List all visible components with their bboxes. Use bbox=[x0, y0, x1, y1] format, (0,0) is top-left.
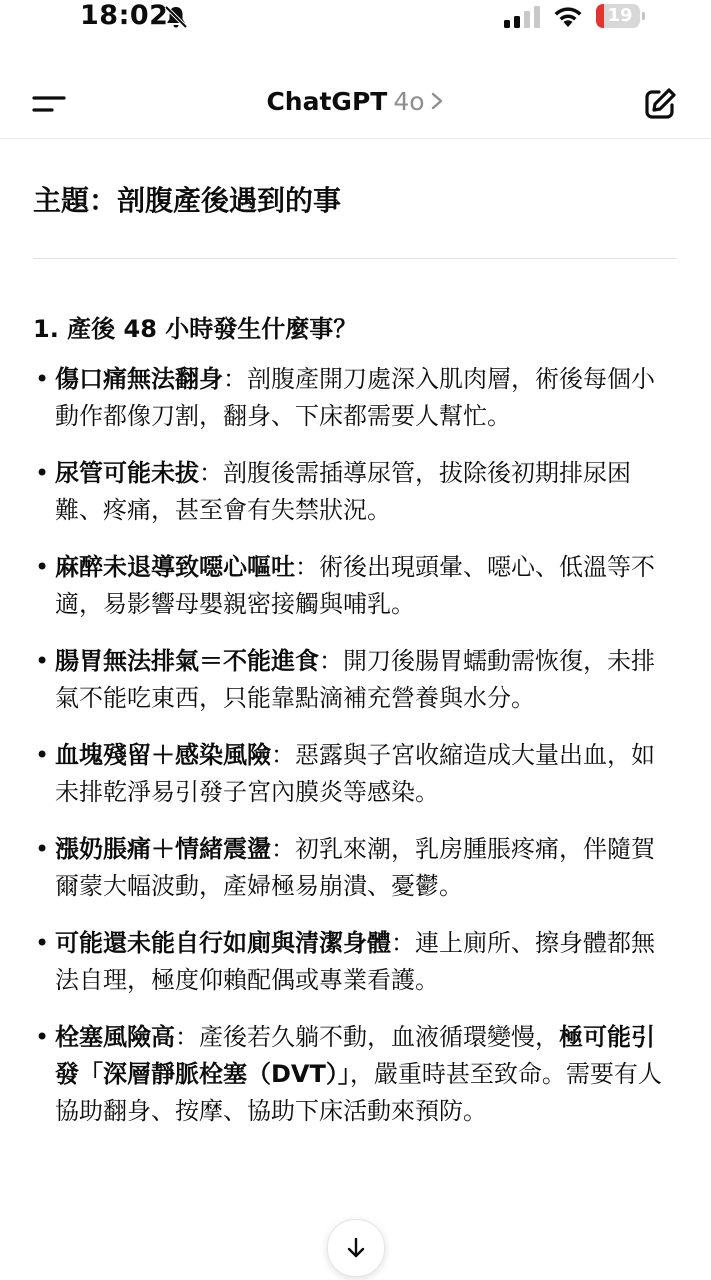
item-term: 麻醉未退導致噁心嘔吐 bbox=[55, 553, 295, 581]
item-text: ：初乳來潮，乳房腫脹疼痛，伴隨賀爾蒙大幅波動，產婦極易崩潰、憂鬱。 bbox=[55, 835, 655, 900]
list-item bbox=[33, 455, 678, 529]
nav-title: ChatGPT bbox=[266, 87, 388, 116]
battery-level: 19 bbox=[607, 5, 633, 26]
list-item bbox=[33, 361, 678, 435]
signal-icon bbox=[504, 6, 542, 28]
list-item bbox=[33, 643, 678, 717]
nav-model: 4o bbox=[393, 87, 425, 116]
message-heading: 主題：剖腹產後遇到的事 bbox=[33, 184, 342, 217]
item-text: ：產後若久躺不動，血液循環變慢， bbox=[175, 1023, 559, 1051]
item-text: ：開刀後腸胃蠕動需恢復，未排氣不能吃東西，只能靠點滴補充營養與水分。 bbox=[55, 647, 655, 712]
item-term: 尿管可能未拔 bbox=[55, 459, 199, 487]
battery-tip bbox=[642, 12, 645, 20]
battery-body bbox=[596, 4, 640, 28]
bullet-dot: • bbox=[35, 741, 50, 769]
bullet-dot: • bbox=[35, 459, 50, 487]
item-term: 可能還未能自行如廁與清潔身體 bbox=[55, 929, 391, 957]
bullet-dot: • bbox=[35, 835, 50, 863]
bullet-dot: • bbox=[35, 553, 50, 581]
bell-off-icon bbox=[163, 4, 189, 30]
item-text: ：術後出現頭暈、噁心、低溫等不適，易影響母嬰親密接觸與哺乳。 bbox=[55, 553, 655, 618]
item-term: 血塊殘留＋感染風險 bbox=[55, 741, 271, 769]
item-text: ：連上廁所、擦身體都無法自理，極度仰賴配偶或專業看護。 bbox=[55, 929, 655, 994]
bullet-dot: • bbox=[35, 647, 50, 675]
item-emphasis: 極可能引發「深層靜脈栓塞（DVT）」 bbox=[55, 1023, 655, 1088]
list-item bbox=[33, 549, 678, 623]
arrow-down-icon bbox=[344, 1236, 368, 1260]
list-item bbox=[33, 1019, 678, 1130]
item-term: 漲奶脹痛＋情緒震盪 bbox=[55, 835, 271, 863]
item-term: 傷口痛無法翻身 bbox=[55, 365, 223, 393]
item-term: 栓塞風險高 bbox=[55, 1023, 175, 1051]
section-title: 1. 產後 48 小時發生什麼事？ bbox=[33, 315, 358, 343]
bullet-dot: • bbox=[35, 365, 50, 393]
status-bar bbox=[0, 0, 711, 40]
list-item bbox=[33, 737, 678, 811]
wifi-icon bbox=[552, 5, 584, 29]
battery-icon bbox=[596, 4, 646, 28]
model-selector[interactable] bbox=[0, 87, 711, 116]
bullet-dot: • bbox=[35, 1023, 50, 1051]
item-text: ：剖腹後需插導尿管，拔除後初期排尿困難、疼痛，甚至會有失禁狀況。 bbox=[55, 459, 631, 524]
edit-icon[interactable] bbox=[642, 86, 678, 122]
bullet-list bbox=[33, 361, 678, 1130]
item-term: 腸胃無法排氣＝不能進食 bbox=[55, 647, 319, 675]
status-time: 18:02 bbox=[80, 0, 169, 31]
nav-bar bbox=[0, 70, 711, 139]
item-text: ：剖腹產開刀處深入肌肉層，術後每個小動作都像刀割，翻身、下床都需要人幫忙。 bbox=[55, 365, 655, 430]
assistant-message bbox=[33, 139, 678, 1150]
scroll-down-button[interactable] bbox=[327, 1219, 385, 1277]
list-item bbox=[33, 925, 678, 999]
divider bbox=[33, 258, 677, 259]
item-text: ：惡露與子宮收縮造成大量出血，如未排乾淨易引發子宮內膜炎等感染。 bbox=[55, 741, 655, 806]
list-item bbox=[33, 831, 678, 905]
chevron-right-icon bbox=[429, 91, 445, 111]
item-text-after: ，嚴重時甚至致命。需要有人協助翻身、按摩、協助下床活動來預防。 bbox=[55, 1060, 662, 1125]
bullet-dot: • bbox=[35, 929, 50, 957]
